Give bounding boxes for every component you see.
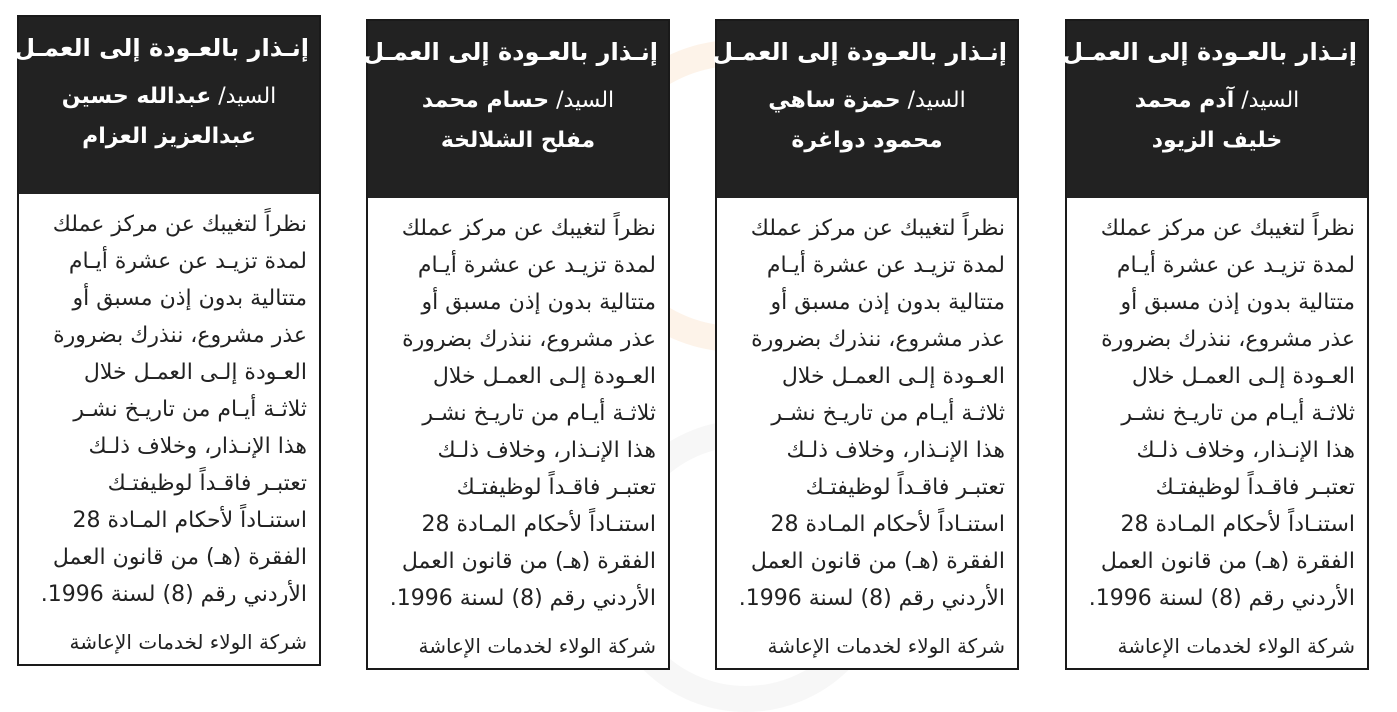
company-signature: شركة الولاء لخدمات الإعاشة: [418, 634, 656, 658]
notice-body: [19, 194, 319, 613]
notice-body-line: نظراً لتغيبك عن مركز عملك: [750, 216, 1005, 241]
notice-box: [712, 19, 1019, 670]
recipient-name-first: حسام محمد: [421, 88, 550, 113]
notice-title: إنـذار بالعـودة إلى العمـل: [712, 38, 1007, 66]
notice-body-line: ثلاثـة أيـام من تاريـخ نشـر: [771, 401, 1005, 426]
notice-body-line: ثلاثـة أيـام من تاريـخ نشـر: [73, 397, 307, 422]
notice-body-line: العـودة إلـى العمـل خلال: [781, 364, 1005, 389]
notice-body-line: نظراً لتغيبك عن مركز عملك: [52, 212, 307, 237]
notice-header: [14, 17, 319, 194]
recipient-prefix: السيد/: [907, 88, 966, 113]
notice-title: إنـذار بالعـودة إلى العمـل: [1062, 38, 1357, 66]
recipient-name-line: [29, 79, 309, 115]
notice-body-line: لمدة تزيـد عن عشرة أيـام: [68, 249, 307, 274]
notice-body-line: ثلاثـة أيـام من تاريـخ نشـر: [1121, 401, 1355, 426]
notice-body-line: متتالية بدون إذن مسبق أو: [72, 286, 307, 311]
notice-body-line: لمدة تزيـد عن عشرة أيـام: [417, 253, 656, 278]
notice-box: [1062, 19, 1369, 670]
notice-body-line: استنـاداً لأحكام المـادة 28: [421, 512, 656, 537]
recipient-prefix: السيد/: [1241, 88, 1300, 113]
recipient-name-line: [727, 83, 1007, 119]
recipient-name-last: عبدالعزيز العزام: [82, 124, 256, 149]
notice-body-line: تعتبـر فاقـداً لوظيفتـك: [1155, 475, 1355, 500]
notice-body-line: تعتبـر فاقـداً لوظيفتـك: [456, 475, 656, 500]
recipient-name-first: آدم محمد: [1134, 88, 1235, 113]
notice-body-line: استنـاداً لأحكام المـادة 28: [72, 508, 307, 533]
notice-body-line: هذا الإنـذار، وخلاف ذلـك: [1136, 438, 1355, 463]
notice-body-line: العـودة إلـى العمـل خلال: [1131, 364, 1355, 389]
recipient-name-line: [378, 83, 658, 119]
notice-body-line: نظراً لتغيبك عن مركز عملك: [401, 216, 656, 241]
notice-title: إنـذار بالعـودة إلى العمـل: [363, 38, 658, 66]
notice-body-line: الأردني رقم (8) لسنة 1996.: [738, 586, 1005, 611]
recipient-name-first: عبدالله حسين: [61, 84, 212, 109]
notice-body-line: العـودة إلـى العمـل خلال: [83, 360, 307, 385]
recipient-name-last: مفلح الشلالخة: [440, 128, 596, 153]
notice-body-line: عذر مشروع، ننذرك بضرورة: [751, 327, 1005, 352]
notice-body-line: هذا الإنـذار، وخلاف ذلـك: [88, 434, 307, 459]
recipient-name-line: [1077, 83, 1357, 119]
notice-header: [712, 21, 1017, 198]
notice-body-line: الأردني رقم (8) لسنة 1996.: [40, 582, 307, 607]
notice-body-line: متتالية بدون إذن مسبق أو: [1120, 290, 1355, 315]
notice-box: [14, 15, 321, 666]
notice-body: [717, 198, 1017, 617]
notice-body-line: تعتبـر فاقـداً لوظيفتـك: [805, 475, 1005, 500]
recipient-name-first: حمزة ساهي: [768, 88, 901, 113]
notice-body-line: متتالية بدون إذن مسبق أو: [770, 290, 1005, 315]
recipient-name-last: خليف الزيود: [1151, 128, 1283, 153]
notice-title: إنـذار بالعـودة إلى العمـل: [14, 34, 309, 62]
notice-body-line: لمدة تزيـد عن عشرة أيـام: [1116, 253, 1355, 278]
notice-body-line: عذر مشروع، ننذرك بضرورة: [53, 323, 307, 348]
company-signature: شركة الولاء لخدمات الإعاشة: [1117, 634, 1355, 658]
notice-body-line: تعتبـر فاقـداً لوظيفتـك: [107, 471, 307, 496]
notice-body-line: متتالية بدون إذن مسبق أو: [421, 290, 656, 315]
notice-body-line: عذر مشروع، ننذرك بضرورة: [402, 327, 656, 352]
notice-header: [1062, 21, 1367, 198]
notice-body-line: الفقرة (هـ) من قانون العمل: [1100, 549, 1355, 574]
notice-body-line: استنـاداً لأحكام المـادة 28: [770, 512, 1005, 537]
notice-header: [363, 21, 668, 198]
notice-body-line: عذر مشروع، ننذرك بضرورة: [1101, 327, 1355, 352]
notice-body-line: العـودة إلـى العمـل خلال: [432, 364, 656, 389]
notice-box: [363, 19, 670, 670]
notice-body-line: هذا الإنـذار، وخلاف ذلـك: [437, 438, 656, 463]
notice-body-line: الأردني رقم (8) لسنة 1996.: [389, 586, 656, 611]
notice-body: [368, 198, 668, 617]
notice-body-line: ثلاثـة أيـام من تاريـخ نشـر: [422, 401, 656, 426]
company-signature: شركة الولاء لخدمات الإعاشة: [767, 634, 1005, 658]
notice-body-line: الفقرة (هـ) من قانون العمل: [750, 549, 1005, 574]
notice-body-line: الفقرة (هـ) من قانون العمل: [401, 549, 656, 574]
notice-body-line: الفقرة (هـ) من قانون العمل: [52, 545, 307, 570]
notice-body-line: لمدة تزيـد عن عشرة أيـام: [766, 253, 1005, 278]
recipient-name-last: محمود دواغرة: [791, 128, 943, 153]
notice-body-line: نظراً لتغيبك عن مركز عملك: [1100, 216, 1355, 241]
recipient-prefix: السيد/: [218, 84, 277, 109]
notice-body: [1067, 198, 1367, 617]
notice-body-line: الأردني رقم (8) لسنة 1996.: [1088, 586, 1355, 611]
notice-body-line: استنـاداً لأحكام المـادة 28: [1120, 512, 1355, 537]
notice-body-line: هذا الإنـذار، وخلاف ذلـك: [786, 438, 1005, 463]
recipient-prefix: السيد/: [556, 88, 615, 113]
company-signature: شركة الولاء لخدمات الإعاشة: [69, 630, 307, 654]
